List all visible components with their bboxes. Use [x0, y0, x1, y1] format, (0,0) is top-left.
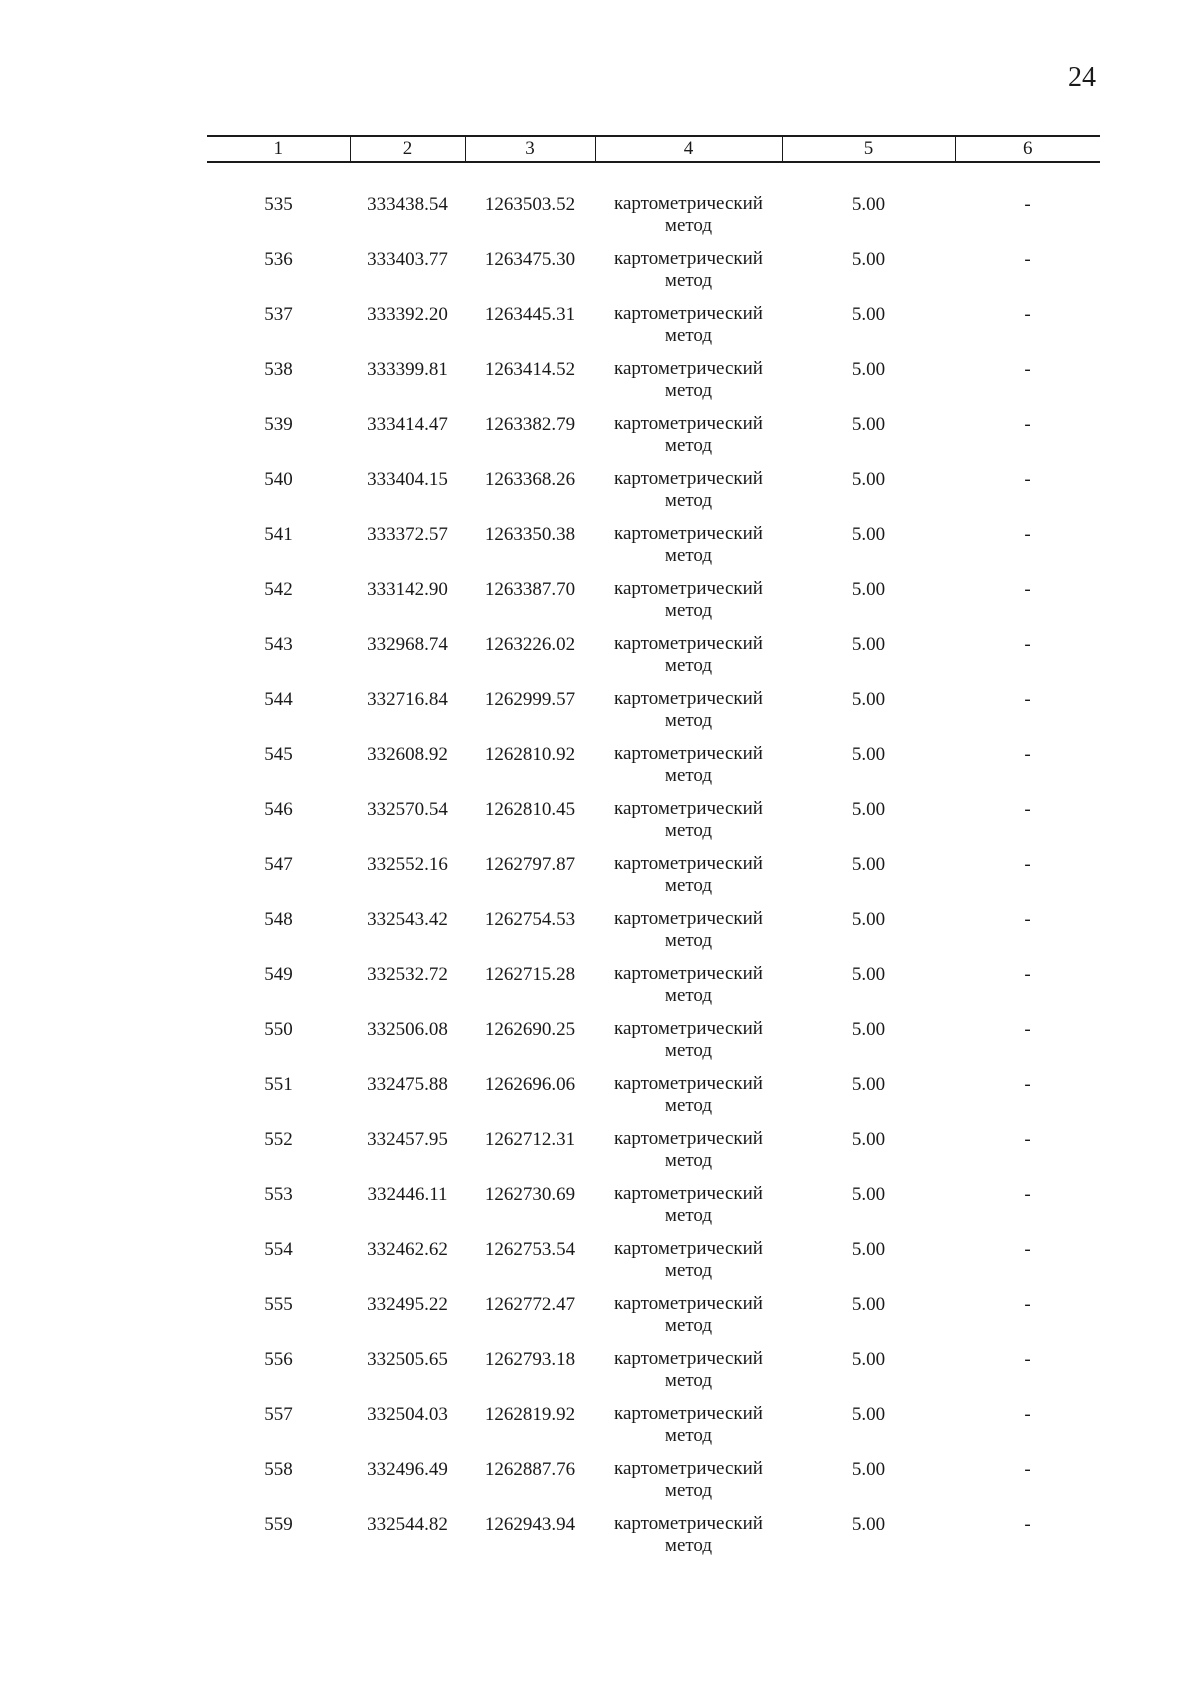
method-line-2: метод: [664, 765, 713, 786]
method-line-2: метод: [664, 545, 713, 566]
y-coordinate-cell: 1262715.28: [484, 964, 576, 985]
note-cell: -: [1024, 1404, 1031, 1425]
accuracy-cell: 5.00: [851, 909, 886, 930]
table-row: [207, 1238, 1100, 1293]
accuracy-cell: 5.00: [851, 414, 886, 435]
accuracy-cell: 5.00: [851, 1129, 886, 1150]
accuracy-cell: 5.00: [851, 1459, 886, 1480]
method-line-2: метод: [664, 710, 713, 731]
note-cell: -: [1024, 1129, 1031, 1150]
method-cell: [595, 1458, 782, 1513]
accuracy-cell: 5.00: [851, 1184, 886, 1205]
note-cell: -: [1024, 579, 1031, 600]
table-row: [207, 633, 1100, 688]
x-coordinate-cell: 332543.42: [367, 909, 448, 930]
point-number-cell: 558: [264, 1459, 293, 1480]
accuracy-cell: 5.00: [851, 359, 886, 380]
spacer-cell: [207, 162, 1100, 193]
point-number-cell: 559: [264, 1514, 293, 1535]
table-row: [207, 1018, 1100, 1073]
x-coordinate-cell: 332544.82: [367, 1514, 448, 1535]
table-row: [207, 1293, 1100, 1348]
method-cell: [595, 1403, 782, 1458]
point-number-cell: 551: [264, 1074, 293, 1095]
point-number-cell: 550: [264, 1019, 293, 1040]
table-row: [207, 248, 1100, 303]
x-coordinate-cell: 332532.72: [367, 964, 448, 985]
method-cell: [595, 1128, 782, 1183]
page-number: 24: [1068, 62, 1096, 93]
x-coordinate-cell: 332505.65: [367, 1349, 448, 1370]
method-cell: [595, 1293, 782, 1348]
accuracy-cell: 5.00: [851, 799, 886, 820]
x-coordinate-cell: 332457.95: [367, 1129, 448, 1150]
method-cell: [595, 1348, 782, 1403]
y-coordinate-cell: 1263350.38: [484, 524, 576, 545]
table-header: [207, 136, 1100, 162]
method-line-1: картометрический: [614, 1403, 763, 1424]
method-cell: [595, 413, 782, 468]
y-coordinate-cell: 1263445.31: [484, 304, 576, 325]
table-row: [207, 193, 1100, 248]
point-number-cell: 545: [264, 744, 293, 765]
method-cell: [595, 1183, 782, 1238]
method-cell: [595, 798, 782, 853]
accuracy-cell: 5.00: [851, 1019, 886, 1040]
x-coordinate-cell: 332552.16: [367, 854, 448, 875]
table-row: [207, 413, 1100, 468]
method-cell: [595, 523, 782, 578]
method-cell: [595, 908, 782, 963]
y-coordinate-cell: 1262753.54: [484, 1239, 576, 1260]
method-line-1: картометрический: [614, 1513, 763, 1534]
method-cell: [595, 468, 782, 523]
note-cell: -: [1024, 964, 1031, 985]
table-row: [207, 1403, 1100, 1458]
point-number-cell: 535: [264, 194, 293, 215]
x-coordinate-cell: 332446.11: [367, 1184, 448, 1205]
header-col-3: 3: [465, 136, 595, 162]
x-coordinate-cell: 332504.03: [367, 1404, 448, 1425]
y-coordinate-cell: 1263226.02: [484, 634, 576, 655]
table-row: [207, 1348, 1100, 1403]
accuracy-cell: 5.00: [851, 304, 886, 325]
table-row: [207, 523, 1100, 578]
method-line-2: метод: [664, 655, 713, 676]
method-line-1: картометрический: [614, 853, 763, 874]
x-coordinate-cell: 332570.54: [367, 799, 448, 820]
note-cell: -: [1024, 414, 1031, 435]
method-line-1: картометрический: [614, 578, 763, 599]
method-cell: [595, 578, 782, 633]
method-line-1: картометрический: [614, 303, 763, 324]
table-spacer: [207, 162, 1100, 193]
header-col-2: 2: [350, 136, 465, 162]
accuracy-cell: 5.00: [851, 469, 886, 490]
y-coordinate-cell: 1263368.26: [484, 469, 576, 490]
table-row: [207, 358, 1100, 413]
point-number-cell: 543: [264, 634, 293, 655]
header-col-1: 1: [207, 136, 350, 162]
point-number-cell: 546: [264, 799, 293, 820]
y-coordinate-cell: 1263382.79: [484, 414, 576, 435]
header-col-6: 6: [955, 136, 1100, 162]
y-coordinate-cell: 1262797.87: [484, 854, 576, 875]
y-coordinate-cell: 1263387.70: [484, 579, 576, 600]
table-row: [207, 1513, 1100, 1568]
x-coordinate-cell: 332506.08: [367, 1019, 448, 1040]
x-coordinate-cell: 332608.92: [367, 744, 448, 765]
accuracy-cell: 5.00: [851, 689, 886, 710]
note-cell: -: [1024, 359, 1031, 380]
method-line-2: метод: [664, 325, 713, 346]
method-line-1: картометрический: [614, 743, 763, 764]
note-cell: -: [1024, 909, 1031, 930]
accuracy-cell: 5.00: [851, 964, 886, 985]
table-row: [207, 1128, 1100, 1183]
accuracy-cell: 5.00: [851, 1074, 886, 1095]
header-row: [207, 136, 1100, 162]
table-row: [207, 798, 1100, 853]
method-line-2: метод: [664, 490, 713, 511]
y-coordinate-cell: 1262819.92: [484, 1404, 576, 1425]
method-line-2: метод: [664, 985, 713, 1006]
point-number-cell: 541: [264, 524, 293, 545]
method-line-1: картометрический: [614, 523, 763, 544]
header-col-4: 4: [595, 136, 782, 162]
note-cell: -: [1024, 1239, 1031, 1260]
accuracy-cell: 5.00: [851, 524, 886, 545]
method-line-1: картометрический: [614, 1293, 763, 1314]
note-cell: -: [1024, 524, 1031, 545]
point-number-cell: 556: [264, 1349, 293, 1370]
note-cell: -: [1024, 799, 1031, 820]
method-line-2: метод: [664, 1425, 713, 1446]
point-number-cell: 538: [264, 359, 293, 380]
method-line-2: метод: [664, 875, 713, 896]
method-line-2: метод: [664, 1480, 713, 1501]
method-line-2: метод: [664, 820, 713, 841]
y-coordinate-cell: 1262712.31: [484, 1129, 576, 1150]
note-cell: -: [1024, 634, 1031, 655]
table-body: [207, 162, 1100, 1568]
method-line-2: метод: [664, 1150, 713, 1171]
method-cell: [595, 303, 782, 358]
method-line-2: метод: [664, 1095, 713, 1116]
point-number-cell: 547: [264, 854, 293, 875]
x-coordinate-cell: 332475.88: [367, 1074, 448, 1095]
method-line-1: картометрический: [614, 358, 763, 379]
method-line-2: метод: [664, 600, 713, 621]
x-coordinate-cell: 333404.15: [367, 469, 448, 490]
y-coordinate-cell: 1263503.52: [484, 194, 576, 215]
method-line-2: метод: [664, 1040, 713, 1061]
accuracy-cell: 5.00: [851, 579, 886, 600]
method-line-2: метод: [664, 435, 713, 456]
method-line-1: картометрический: [614, 248, 763, 269]
accuracy-cell: 5.00: [851, 1239, 886, 1260]
accuracy-cell: 5.00: [851, 854, 886, 875]
accuracy-cell: 5.00: [851, 1349, 886, 1370]
method-line-1: картометрический: [614, 1018, 763, 1039]
table-row: [207, 578, 1100, 633]
point-number-cell: 554: [264, 1239, 293, 1260]
table-row: [207, 1458, 1100, 1513]
x-coordinate-cell: 333399.81: [367, 359, 448, 380]
point-number-cell: 555: [264, 1294, 293, 1315]
y-coordinate-cell: 1262943.94: [484, 1514, 576, 1535]
x-coordinate-cell: 332496.49: [367, 1459, 448, 1480]
note-cell: -: [1024, 1514, 1031, 1535]
method-cell: [595, 853, 782, 908]
method-line-2: метод: [664, 1535, 713, 1556]
method-line-2: метод: [664, 215, 713, 236]
x-coordinate-cell: 333392.20: [367, 304, 448, 325]
y-coordinate-cell: 1263475.30: [484, 249, 576, 270]
y-coordinate-cell: 1262730.69: [484, 1184, 576, 1205]
method-line-1: картометрический: [614, 908, 763, 929]
method-cell: [595, 743, 782, 798]
method-line-1: картометрический: [614, 1238, 763, 1259]
y-coordinate-cell: 1262999.57: [484, 689, 576, 710]
point-number-cell: 549: [264, 964, 293, 985]
note-cell: -: [1024, 1459, 1031, 1480]
point-number-cell: 548: [264, 909, 293, 930]
note-cell: -: [1024, 249, 1031, 270]
point-number-cell: 542: [264, 579, 293, 600]
method-cell: [595, 1018, 782, 1073]
x-coordinate-cell: 333414.47: [367, 414, 448, 435]
method-cell: [595, 688, 782, 743]
accuracy-cell: 5.00: [851, 249, 886, 270]
header-col-5: 5: [782, 136, 955, 162]
table-row: [207, 1183, 1100, 1238]
y-coordinate-cell: 1262690.25: [484, 1019, 576, 1040]
table-row: [207, 853, 1100, 908]
method-cell: [595, 193, 782, 248]
x-coordinate-cell: 332495.22: [367, 1294, 448, 1315]
note-cell: -: [1024, 854, 1031, 875]
table-row: [207, 743, 1100, 798]
note-cell: -: [1024, 469, 1031, 490]
point-number-cell: 540: [264, 469, 293, 490]
x-coordinate-cell: 333372.57: [367, 524, 448, 545]
method-line-1: картометрический: [614, 1073, 763, 1094]
accuracy-cell: 5.00: [851, 744, 886, 765]
method-cell: [595, 1513, 782, 1568]
note-cell: -: [1024, 1074, 1031, 1095]
x-coordinate-cell: 333438.54: [367, 194, 448, 215]
method-line-1: картометрический: [614, 798, 763, 819]
y-coordinate-cell: 1262887.76: [484, 1459, 576, 1480]
table-row: [207, 1073, 1100, 1128]
method-cell: [595, 358, 782, 413]
note-cell: -: [1024, 304, 1031, 325]
x-coordinate-cell: 332716.84: [367, 689, 448, 710]
method-line-1: картометрический: [614, 1183, 763, 1204]
table-row: [207, 303, 1100, 358]
method-line-1: картометрический: [614, 468, 763, 489]
y-coordinate-cell: 1262793.18: [484, 1349, 576, 1370]
y-coordinate-cell: 1262810.92: [484, 744, 576, 765]
note-cell: -: [1024, 689, 1031, 710]
accuracy-cell: 5.00: [851, 1514, 886, 1535]
method-line-1: картометрический: [614, 1128, 763, 1149]
table-row: [207, 688, 1100, 743]
method-line-2: метод: [664, 930, 713, 951]
table-row: [207, 468, 1100, 523]
point-number-cell: 537: [264, 304, 293, 325]
y-coordinate-cell: 1262772.47: [484, 1294, 576, 1315]
method-line-1: картометрический: [614, 413, 763, 434]
method-cell: [595, 1073, 782, 1128]
y-coordinate-cell: 1262696.06: [484, 1074, 576, 1095]
table-row: [207, 963, 1100, 1018]
accuracy-cell: 5.00: [851, 194, 886, 215]
method-cell: [595, 633, 782, 688]
accuracy-cell: 5.00: [851, 1294, 886, 1315]
method-line-1: картометрический: [614, 963, 763, 984]
method-cell: [595, 963, 782, 1018]
point-number-cell: 536: [264, 249, 293, 270]
point-number-cell: 557: [264, 1404, 293, 1425]
point-number-cell: 539: [264, 414, 293, 435]
note-cell: -: [1024, 194, 1031, 215]
x-coordinate-cell: 332968.74: [367, 634, 448, 655]
table-row: [207, 908, 1100, 963]
method-line-1: картометрический: [614, 1348, 763, 1369]
method-line-2: метод: [664, 1260, 713, 1281]
method-line-2: метод: [664, 270, 713, 291]
method-cell: [595, 248, 782, 303]
note-cell: -: [1024, 1184, 1031, 1205]
point-number-cell: 544: [264, 689, 293, 710]
x-coordinate-cell: 333403.77: [367, 249, 448, 270]
method-line-2: метод: [664, 1315, 713, 1336]
note-cell: -: [1024, 1019, 1031, 1040]
note-cell: -: [1024, 1294, 1031, 1315]
point-number-cell: 552: [264, 1129, 293, 1150]
method-line-1: картометрический: [614, 633, 763, 654]
y-coordinate-cell: 1262810.45: [484, 799, 576, 820]
accuracy-cell: 5.00: [851, 634, 886, 655]
method-line-1: картометрический: [614, 193, 763, 214]
method-line-2: метод: [664, 380, 713, 401]
point-number-cell: 553: [264, 1184, 293, 1205]
method-line-2: метод: [664, 1370, 713, 1391]
x-coordinate-cell: 333142.90: [367, 579, 448, 600]
accuracy-cell: 5.00: [851, 1404, 886, 1425]
method-line-1: картометрический: [614, 1458, 763, 1479]
coordinates-table: [207, 135, 1100, 1568]
method-line-1: картометрический: [614, 688, 763, 709]
method-line-2: метод: [664, 1205, 713, 1226]
method-cell: [595, 1238, 782, 1293]
y-coordinate-cell: 1262754.53: [484, 909, 576, 930]
note-cell: -: [1024, 744, 1031, 765]
note-cell: -: [1024, 1349, 1031, 1370]
y-coordinate-cell: 1263414.52: [484, 359, 576, 380]
x-coordinate-cell: 332462.62: [367, 1239, 448, 1260]
